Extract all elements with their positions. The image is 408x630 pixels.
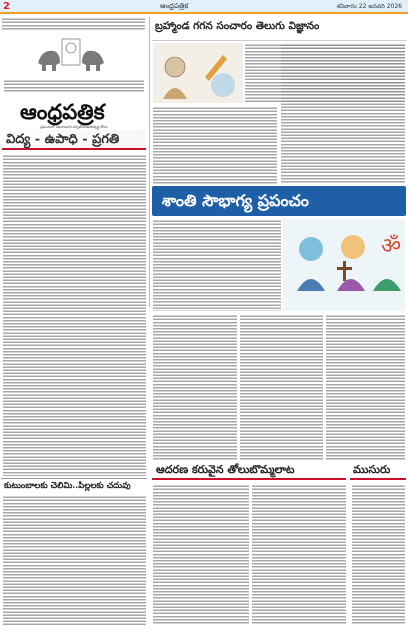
birds-article-text <box>153 106 277 184</box>
masthead-text-lines <box>4 79 144 93</box>
elephant-emblem-icon <box>36 35 106 75</box>
masthead-caption-lines <box>2 17 145 31</box>
birds-headline-banner <box>152 17 406 41</box>
scientist-sketch-image <box>153 43 243 103</box>
musuru-headline-banner <box>350 462 406 480</box>
education-article-text <box>3 154 146 476</box>
birds-headline: బ్రహ్మాండ గగన సంచారం తెలుగు విజ్ఞానం <box>155 20 320 32</box>
svg-text:ॐ: ॐ <box>381 234 402 259</box>
musuru-poem-text <box>352 484 405 624</box>
issue-date: శనివారం 22 జనవరి 2026 <box>336 3 402 10</box>
birds-article-text-2 <box>281 43 405 184</box>
peace-headline: శాంతి సౌభాగ్య ప్రపంచం <box>162 191 309 210</box>
religions-illustration-image <box>283 219 405 311</box>
kutumba-article-text <box>3 495 146 625</box>
education-headline: విద్య - ఉపాధి - ప్రగతి <box>6 132 120 147</box>
musuru-headline: ముసురు <box>353 463 391 476</box>
peace-article-text <box>153 219 281 311</box>
masthead <box>0 17 147 127</box>
kutumba-headline-strip <box>1 478 147 492</box>
puppets-headline-banner <box>152 462 346 480</box>
puppets-headline: ఆదరణ కరువైన తోలుబొమ్మలాట <box>156 463 295 476</box>
peace-article-col-2 <box>240 314 323 460</box>
puppets-article-col-2 <box>252 484 346 624</box>
kutumba-headline: కుటుంబాలకు చెలిమి..పిల్లలకు చదువు <box>4 481 131 491</box>
peace-headline-banner <box>152 186 406 216</box>
peace-article-col-1 <box>153 314 237 460</box>
puppets-article-col-1 <box>153 484 249 624</box>
page-header-bar <box>0 0 408 14</box>
column-divider <box>149 17 150 307</box>
masthead-title: ఆంధ్రపత్రిక <box>20 99 105 124</box>
education-headline-stripe <box>2 130 146 150</box>
page-number: 2 <box>3 1 10 12</box>
masthead-tagline: ప్రపంచంలో తెలుగువారి సర్వతోముఖాభివృద్ధి కోసం <box>40 125 108 129</box>
peace-article-col-3 <box>326 314 405 460</box>
header-paper-name: ఆంధ్రపత్రిక <box>160 2 189 10</box>
